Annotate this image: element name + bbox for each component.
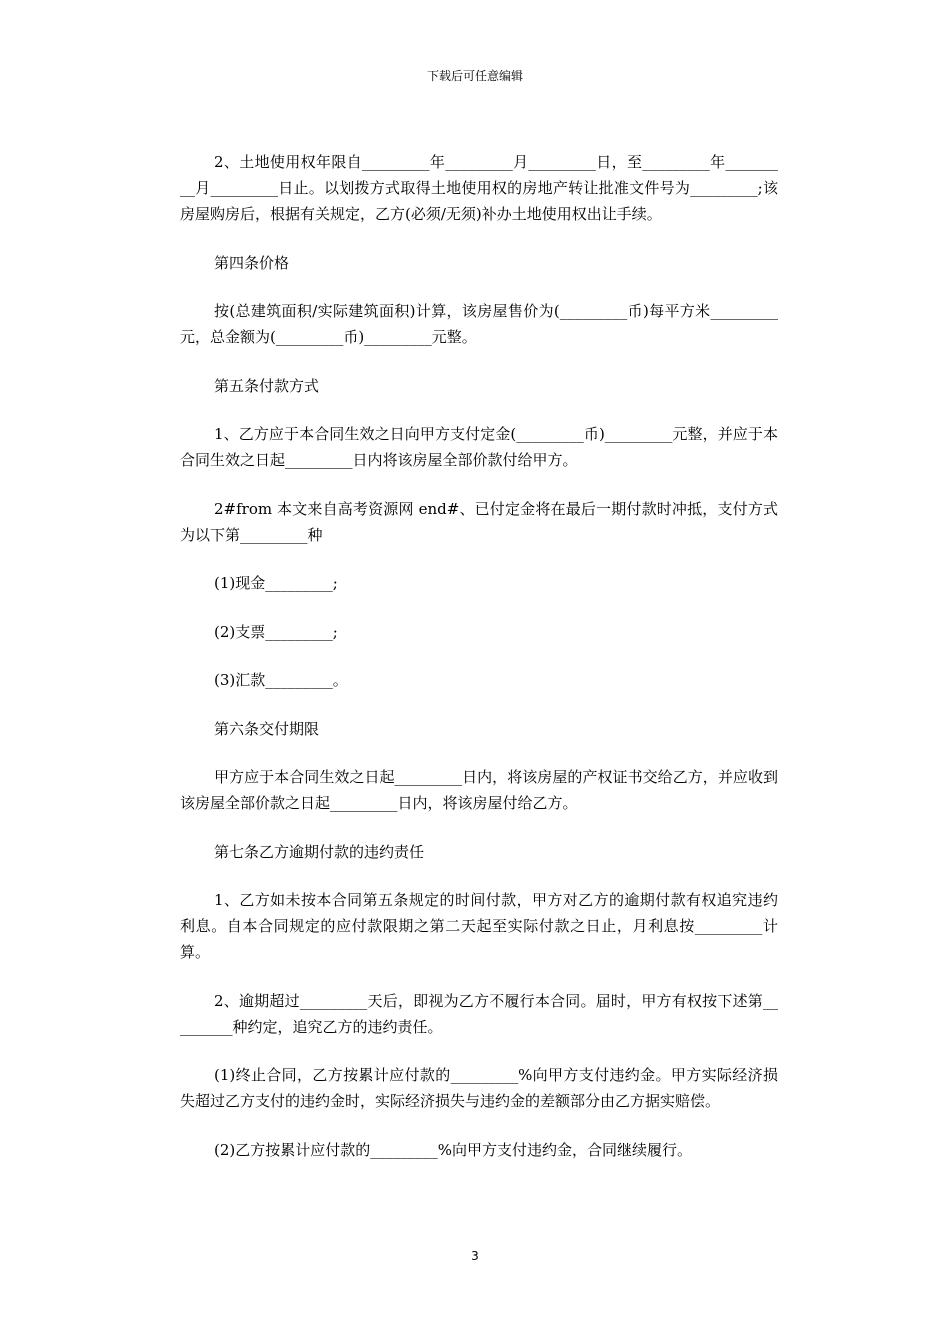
document-body xyxy=(180,149,778,1185)
page-number: 3 xyxy=(471,1249,479,1263)
breach-option-continue: (2)乙方按累计应付款的_________%向甲方支付违约金，合同继续履行。 xyxy=(214,1140,693,1159)
article-5-heading: 第五条付款方式 xyxy=(214,376,320,395)
payment-option-check: (2)支票_________; xyxy=(214,622,338,641)
article-6-heading: 第六条交付期限 xyxy=(214,719,320,738)
clause-price: 按(总建筑面积/实际建筑面积)计算，该房屋售价为(_________币)每平方米_________元，总金额为(_________币)_________元整。 xyxy=(180,302,778,346)
payment-option-remittance: (3)汇款_________。 xyxy=(214,671,348,689)
article-7-heading: 第七条乙方逾期付款的违约责任 xyxy=(214,842,425,861)
payment-option-cash: (1)现金_________; xyxy=(214,574,338,592)
clause-payment-method: 2#from 本文来自高考资源网 end#、已付定金将在最后一期付款时冲抵，支付方式为以下第_________种 xyxy=(180,499,778,544)
clause-land-use-term: 2、土地使用权年限自_________年_________月_________日，至_________年_________月_________日止。以划拨方式取得土地使用权的房地产转让批准文件号为_________;该房屋购房后，根据有关规定，乙方(必须/无须)补办土地使用权出让手续。 xyxy=(180,153,778,223)
clause-deposit: 1、乙方应于本合同生效之日向甲方支付定金(_________币)_________元整，并应于本合同生效之日起_________日内将该房屋全部价款付给甲方。 xyxy=(180,425,778,469)
breach-option-terminate: (1)终止合同，乙方按累计应付款的_________%向甲方支付违约金。甲方实际经济损失超过乙方支付的违约金时，实际经济损失与违约金的差额部分由乙方据实赔偿。 xyxy=(180,1066,778,1110)
article-4-heading: 第四条价格 xyxy=(214,253,290,272)
clause-overdue-breach: 2、逾期超过_________天后，即视为乙方不履行本合同。届时，甲方有权按下述第_________种约定，追究乙方的违约责任。 xyxy=(180,991,778,1036)
clause-late-interest: 1、乙方如未按本合同第五条规定的时间付款，甲方对乙方的逾期付款有权追究违约利息。自本合同规定的应付款限期之第二天起至实际付款之日止，月利息按_________计算。 xyxy=(180,891,778,961)
page-header: 下载后可任意编辑 xyxy=(426,69,523,83)
clause-delivery: 甲方应于本合同生效之日起_________日内，将该房屋的产权证书交给乙方，并应收到该房屋全部价款之日起_________日内，将该房屋付给乙方。 xyxy=(180,768,778,812)
